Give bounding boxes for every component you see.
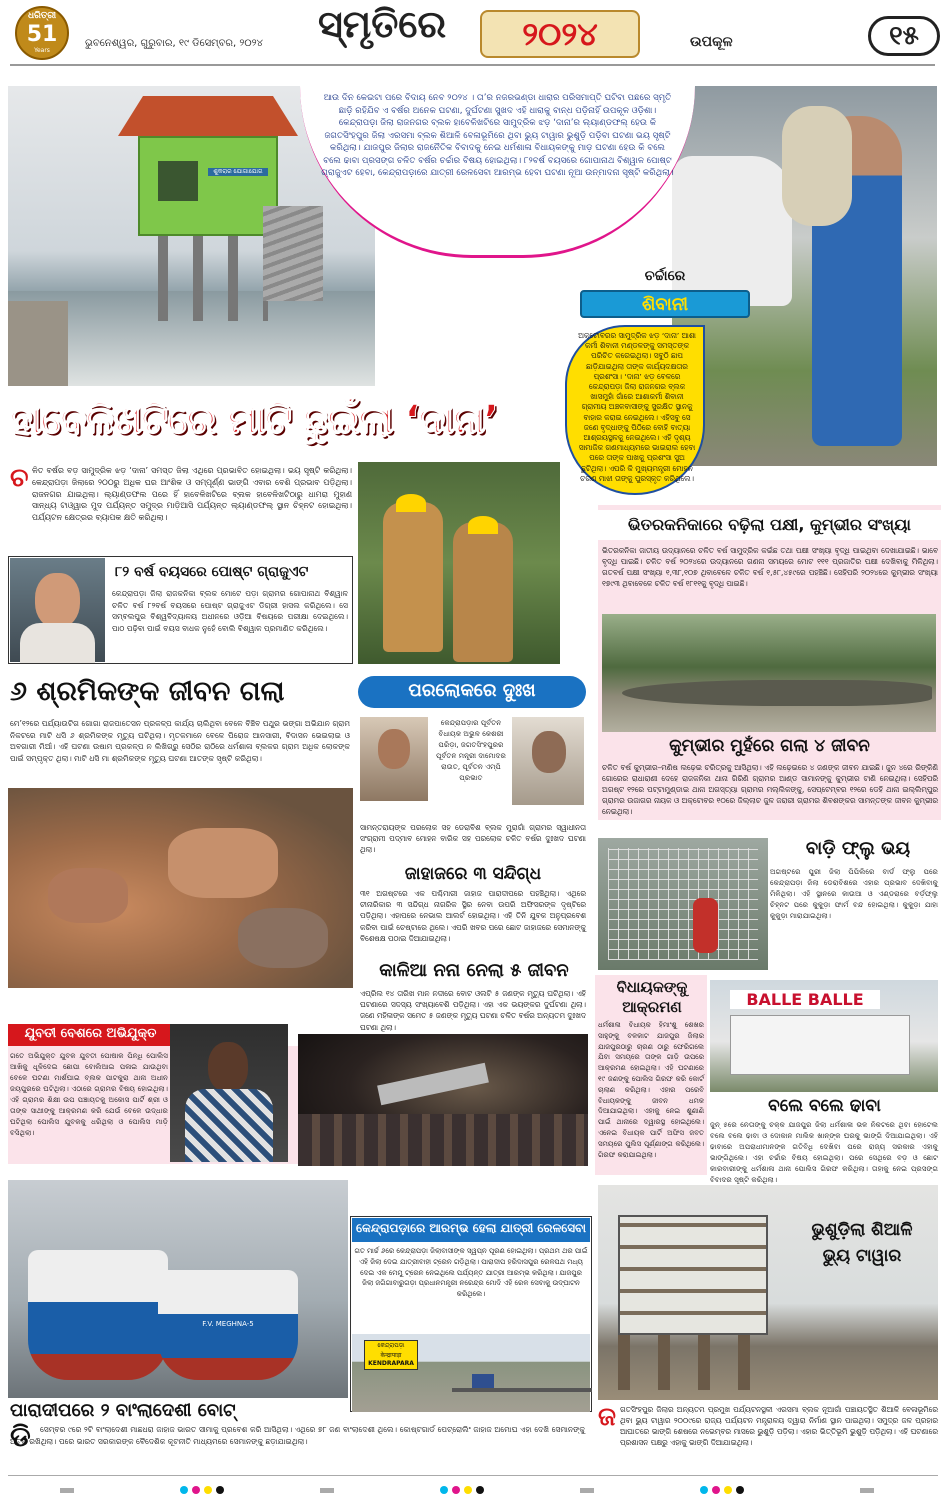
shivani-name-banner [580, 290, 750, 318]
station-odia: କେନ୍ଦ୍ରାପଡ଼ା [377, 1342, 405, 1349]
helmet-2 [468, 516, 498, 534]
tower-dropcap: ଜ [598, 1402, 616, 1432]
station-sign [364, 1340, 418, 1370]
shivani-kicker: ଚର୍ଚ୍ଚାରେ [644, 268, 686, 284]
obit-face-right [532, 731, 566, 773]
boat-1 [28, 1250, 168, 1380]
worker-red [693, 898, 718, 953]
masthead-title: ସ୍ମୃତିରେ [318, 2, 447, 46]
tower-pillars [618, 1335, 768, 1390]
obit-face-left [378, 729, 410, 769]
tower-text: ଗତସିଂହପୁର ଜିଲାର ଅନ୍ୟତମ ପ୍ରମୁଖ ପର୍ଯ୍ୟଟନସ୍ଥଳୀ ଏରସମା ବ୍ଲକ ନୂଆଗାଁ ପଞ୍ଚାୟତସ୍ଥିତ ଶିଆଳି ବେଳାଭୂମିରେ ଥିବା ଭ୍ୟୁ ଟାୱାର ୨୦୦୯ରେ ରାଜ୍ୟ ପର୍ଯ୍ୟଟନ ମନ୍ତ୍ରାଳୟ ଦ୍ୱାରା ନିର୍ମାଣ ସ୍ଥାନ ପାଇଥିଲା। ସମୁଦ୍ର ଜଳ ପ୍ରହାର ଆଘାତରେ ଭାଙ୍ଗି ଶେଷରେ ନଭେମ୍ବର ମାସରେ ଭୁଶୁଡ଼ି ପଡ଼ିଲା। ଏହାର ଭିତ୍ତିଭୂମି ଭୁଶୁଡ଼ି ପଡ଼ିଥିଲା। ଏହି ଘଟଣାରେ ପ୍ରଶାସନ ପକ୍ଷରୁ ଏହାକୁ ଭାଙ୍ଗି ଦିଆଯାଇଥିଲା। [620, 1405, 938, 1447]
rail-text: ଗତ ମାର୍ଚ୍ଚ ୬ରେ କେନ୍ଦ୍ରାପଡ଼ା ଜିଲାବାସୀଙ୍କ ସ୍ୱପ୍ନ ପୂରଣ ହୋଇଥିଲା। ପ୍ରଥମ ଥର ପାଇଁ ଏହି ଜିଲା ଦେଇ ଯାତ୍ରୀବାହୀ ଟ୍ରେନ ଗଡ଼ିଥିଲା। ପାରାଦୀପ ହରିଦାସପୁର ରେଳପଥ ମଧ୍ୟ ଦେଇ ଏକ ମେମୁ ଟ୍ରେନ ନେଇଥିଲେ ପର୍ଯ୍ୟନ୍ତ ଯାତ୍ରୀ ଆରମ୍ଭ କରିଥିଲା। ଯାଜପୁର ଜିଲା ଜଗିଗାବାରୁଗଡ଼ା ପ୍ରଧାନମନ୍ତ୍ରୀ ନରେନ୍ଦ୍ର ମୋଦି ଏହି ରେଳ ସେବାକୁ ଉଦ୍‌ଘାଟନ କରିଥିଲେ। [354, 1247, 588, 1299]
reg-dot-magenta-2 [452, 1486, 460, 1494]
shivani-name: ଶିବାନୀ [641, 294, 689, 315]
dhaba-text: ଜୁନ୍ ୫ରେ ନେତାଙ୍କୁ ଚକ୍କ ଯାଜପୁର ଜିଲା ଧର୍ମଶାଳା ଭଳ ନିକଟରେ ଥିବା ହୋଟେଲ ବଲେ ବଲେ ଢାବା ଓ ଦୋକାନ ମାଲିକ ଖାନ୍ଙ୍କ ଘରକୁ ଭାଙ୍ଗି ଦିଆଯାଇଥିଲା। ଏହି ଢାବାରେ ଅପରାଧୀମାନଙ୍କ ଗତିବିଧି ଦେଖିବା ପରେ ରାଜ୍ୟ ସରକାର ଏହାକୁ ଭାଙ୍ଗିଥିଲେ। ଏହା ଚର୍ଚ୍ଚାର ବିଷୟ ହୋଇଥିଲା। ପରେ ସେଥିରେ ବଡ଼ ଓ ଛୋଟ କାରବାରୀଙ୍କୁ ଧର୍ମଶାଳା ଥାନା ପୋଲିସ ଗିରଫ କରିଥିଲା। ତାହାକୁ ନେଇ ପ୍ରସଙ୍ଗ ବିବାଦର ସୃଷ୍ଟି କରିଥିଲା। [710, 1120, 938, 1184]
ship-text: ୩୧ ଅଗଷ୍ଟରେ ଏକ ପଶ୍ଚିମାରୀ ଜାହାଜ ପାରାଦୀପରେ ପହଞ୍ଚିଥିଲା। ଏଥିରେ ଚୀନାରିକାର ୩ ସନ୍ଦିଗ୍ଧ ନାଗରିକ ସ୍ଥିର ନେବା ଉପରି ଅଫିସରଙ୍କ ଦୃଷ୍ଟିରେ ପଡ଼ିଥିଲା। ଏହାପରେ ନେଭାଲ ଆଲର୍ଟ ହୋଇଥିଲା। ଏହି ତିନି ଯୁବକ ଅନୁପ୍ରବେଶ କରିବା ପାଇଁ ଚେଷ୍ଟାରେ ଥିଲେ। ଏପରି ଖବର ପରେ ଛୋଟ ଜାହାଜରେ ସେମାନଙ୍କୁ ବିଶେଷକ୍ଷ ପଠାଇ ଦିଆଯାଇଥିଲା। [360, 889, 586, 943]
reg-dot-yellow-3 [724, 1486, 732, 1494]
reg-dot-yellow-1 [204, 1486, 212, 1494]
reg-dot-cyan-1 [180, 1486, 188, 1494]
reg-bar-4 [860, 1488, 874, 1493]
rock-2 [168, 828, 278, 898]
logo-years-label: Years [34, 47, 50, 54]
obituary-header [358, 676, 586, 708]
graduate-text: କେନ୍ଦ୍ରାପଡ଼ା ଜିଲା ରାଜକନିକା ବ୍ଲକ ମୋଟେ ପଡ଼ା ଗ୍ରାମର ଗୋପାନାଥ ବିଶ୍ୱାଳ ଚଳିତ ବର୍ଷ ୮୨ବର୍ଷ ବୟସରେ ପୋଷ୍ଟ ଗ୍ରାଜୁଏଟ ଡିଗ୍ରୀ ହାସଲ କରିଥିଲେ। ସେ ସମ୍ବଲପୁର ବିଶ୍ୱବିଦ୍ୟାଳୟ ଅଧୀନରେ ଓଡ଼ିଆ ବିଷୟରେ ପରୀକ୍ଷା ଦେଇଥିଲେ। ପାଠ ପଢ଼ିବା ପାଇଁ ବୟସ ବାଧକ ନୁହେଁ ବୋଲି ବିଶ୍ୱାଳ ପ୍ରମାଣିତ କରିଥିଲେ। [112, 589, 348, 633]
station-en: KENDRAPARA [368, 1360, 414, 1367]
masthead [0, 0, 945, 70]
birdflu-photo [598, 838, 768, 970]
house-sign: ଶୁକରାର ଯୋଗାଯୋଗ [208, 168, 268, 176]
helmet-1 [396, 494, 426, 512]
accused-face [208, 1042, 248, 1092]
birds-text: ଭିତରକନିକା ଜାତୀୟ ଉଦ୍ୟାନରେ ଚଳିତ ବର୍ଷ ସାମୁଦ୍ରିକ କଇଁଛ ତଥା ପକ୍ଷୀ ସଂଖ୍ୟା ବୃଦ୍ଧି ପାଇଥିବା ଦେଖାଯାଇଛି। ଭାବେ ବୃଦ୍ଧି ପାଇଛି। ଚଳିତ ବର୍ଷ ୨୦୨୪ରେ ଉଦ୍ୟାନରେ ଗଣନା ସମୟରେ ମୋଟ ୧୧୧ ପ୍ରଜାତିର ପକ୍ଷୀ ଦେଖିବାକୁ ମିଳିଥିଲା। ଗତବର୍ଷ ପକ୍ଷୀ ସଂଖ୍ୟା ୧,୩୮,୧୦୭ ଥିବାବେଳେ ଚଳିତ ବର୍ଷ ୧,୫୮,୪୫୯ରେ ପହଞ୍ଚିଛି। ସେହିପରି ୨୦୨୪ରେ କୁମ୍ଭୀର ସଂଖ୍ୟା ୧୭୯୩ ଥିବାବେଳେ ଚଳିତ ବର୍ଷ ୧୮୧୧କୁ ବୃଦ୍ଧି ପାଇଛି। [602, 546, 938, 588]
footer-rule [8, 1475, 938, 1476]
reg-dot-black-2 [476, 1486, 484, 1494]
dhaba-building [730, 1015, 910, 1075]
intro-text: ଆଉ ଦିନ କେଇଟା ପରେ ବିଦାୟ ନେବ ୨୦୨୪ । ତା’ର ନଜରଭଣ୍ଡା ଧାରାର ପରିସମାପ୍ତି ଘଟିବା ପଛରେ ସ୍ମୃତି ଛାଡ଼ି ରହିଯିବ ଏ ବର୍ଷର ଅନେକ ଘଟଣା, ଦୁର୍ଘଟଣା ସୁଖଦ ଏହି ଧାରାକୁ ବାନ୍ଧ ପଡ଼ିନାହିଁ ଉପକୂଳ ଓଡ଼ିଶା। କେନ୍ଦ୍ରାପଡ଼ା ଜିଲା ରାଜନଗର ବ୍ଲକ ହାବେଳିଖଟିରେ ସାମୁଦ୍ରିକ ଝଡ଼ ‘ଦାନା’ର ଲ୍ୟାଣ୍ଡଫଲ୍ ହେଉ କି ଜଗତସିଂହପୁର ଜିଲା ଏରସମା ବ୍ଲକ ଶିଆଳି ବେଳାଭୂମିରେ ଥିବା ଭ୍ୟୁ ଟାୱାର ଭୁଶୁଡ଼ି ପଡ଼ିବା ଘଟଣା ଭୟ ସୃଷ୍ଟି କରିଥିଲା। ଯାଜପୁର ଜିଲାର ରାଜନୈତିକ ବିବାଦକୁ ନେଇ ଧର୍ମଶାଳା ବିଧାୟକଙ୍କୁ ମାଡ଼ ଘଟଣା ହେଉ କି ବଲେ ବଲେ ଢାବା ପ୍ରସଙ୍ଗ ଚଳିତ ବର୍ଷର ଚର୍ଚ୍ଚାର ବିଷୟ ହୋଇଥିଲା। ୮୨ବର୍ଷ ବୟସରେ ଗୋପାନାଥ ବିଶ୍ୱାଳ ପୋଷ୍ଟ ଗ୍ରାଜୁଏଟ ହେବା, କେନ୍ଦ୍ରାପଡ଼ାରେ ଯାତ୍ରୀ ରେଳସେବା ଆରମ୍ଭ ହେବା ଘଟଣା ନୂଆ ଉନ୍ମାଦନା ସୃଷ୍ଟି କରିଥିଲା। [321, 93, 674, 178]
dhaba-photo [710, 980, 938, 1092]
obit-photo-left [360, 717, 428, 801]
rock-3 [238, 908, 328, 968]
graduate-photo [10, 558, 105, 662]
boats-headline: ପାରାଦୀପରେ ୨ ବାଂଲାଦେଶୀ ବୋଟ୍ [10, 1400, 236, 1421]
section-name: ଉପକୂଳ [690, 34, 733, 50]
graduate-face [35, 573, 80, 628]
rail-headline: କେନ୍ଦ୍ରାପଡ଼ାରେ ଆରମ୍ଭ ହେଲା ଯାତ୍ରୀ ରେଳସେବା [356, 1221, 586, 1235]
tower-structure [618, 1215, 768, 1335]
accused-header [8, 1024, 173, 1046]
crocodile-headline: କୁମ୍ଭୀର ମୁହଁରେ ଗଲା ୪ ଜୀବନ [669, 736, 870, 756]
reg-bar-2 [320, 1488, 334, 1493]
page-number: ୧୫ [889, 21, 919, 51]
shivani-text-box [565, 325, 705, 495]
birdflu-headline: ବାଡ଼ି ଫ୍ଲୁ ଭୟ [805, 838, 911, 859]
dateline: ଭୁବନେଶ୍ୱର, ଗୁରୁବାର, ୧୯ ଡିସେମ୍ବର, ୨୦୨୪ [85, 38, 263, 49]
plane-wreck [377, 1063, 489, 1105]
tower-headline-1: ଭୁଶୁଡ଼ିଲା ଶିଆଳି [811, 1220, 913, 1240]
logo-years: 51 [26, 22, 58, 47]
wall-left [8, 301, 68, 386]
rail-header [352, 1218, 590, 1242]
reg-bar-3 [580, 1488, 594, 1493]
fireman-2 [453, 522, 513, 662]
accused-photo [170, 1024, 288, 1162]
track [452, 1388, 592, 1392]
shivani-text: ଅକ୍ଟୋବରର ସାମୁଦ୍ରିକ ଝଡ଼ ‘ଦାନା’ ଆଶା କର୍ମୀ ଶିବାନୀ ମଣ୍ଡଳଙ୍କୁ ସମସ୍ତଙ୍କ ପରିଚିତ କରେଇଥିଲା। ସବୁଠି ଛାପ ଛାଡ଼ିଯାଇଥିଲା ତାଙ୍କ କାର୍ଯ୍ୟଦକ୍ଷତାର ପ୍ରଶଂସା। ‘ଦାନା’ ଝଡ଼ ବେଳରେ କେନ୍ଦ୍ରାପଡ଼ା ଜିଲା ରାଜନଗର ବ୍ଲକ ଖାସମୁହାଁ ଗାଁରେ ଆଶାକର୍ମୀ ଶିବାନୀ ଗ୍ରାମୀୟ ଅଞ୍ଚଳବାସୀଙ୍କୁ ସୁରକ୍ଷିତ ସ୍ଥାନକୁ ବାହାର କରାଇ ନେଇଥିଲେ। ଏହିସବୁ ସେ ଜଣେ ବୃଦ୍ଧାଙ୍କୁ ପିଠିରେ ବୋହି ବାତ୍ୟା ଆଶ୍ରୟସ୍ଥଳକୁ ନେଇଥିଲେ। ଏହି ଦୃଶ୍ୟ ସାମାଜିକ ଗଣମାଧ୍ୟମରେ ଭାଇରାଲ ହେବା ପରେ ତାଙ୍କ ପାଖକୁ ପ୍ରଶଂସା ସୁଅ ଛୁଟିଥିଲା। ଏପରି କି ମୁଖ୍ୟମନ୍ତ୍ରୀ ମୋହନ ଚରଣ ମାଝୀ ତାଙ୍କୁ ପୁରସ୍କୃତ କରିଥିଲେ। [578, 331, 696, 483]
birdflu-text: ଅଗଷ୍ଟରେ ପୁରୀ ଜିଲା ପିପିଲିରେ ବାର୍ଡ ଫ୍ଲୁ ପରେ କେନ୍ଦ୍ରାପଡ଼ା ଜିଲା ଡେରାବିଶରେ ଏହାର ପ୍ରଭାବ ଦେଖିବାକୁ ମିଳିଥିଲା। ଏହି ସ୍ଥାନରେ କାଉଆ ଓ ଏଣ୍ଡରାରେ ବର୍ଡ଼ଫ୍ଲୁ ଚିହ୍ନଟ ପରେ କୁକୁଡ଼ା ଫାର୍ମ ବନ୍ଦ ହୋଇଥିଲା। କୁକୁଡ଼ା ଯାହା କୁକୁଡ଼ା ମାରାଯାଇଥିଲା। [770, 867, 938, 920]
graduate-headline: ୮୨ ବର୍ଷ ବୟସରେ ପୋଷ୍ଟ ଗ୍ରାଜୁଏଟ [115, 564, 309, 580]
mla-headline-1: ବିଧାୟକଙ୍କୁ [616, 978, 688, 996]
workers-headline: ୬ ଶ୍ରମିକଙ୍କ ଜୀବନ ଗଲା [10, 676, 285, 707]
shivani-text-overlay [568, 325, 706, 330]
reg-dot-magenta-3 [712, 1486, 720, 1494]
obituary-caption: କେନ୍ଦ୍ରାପଡ଼ାର ପୂର୍ବତନ ବିଧାୟକ ଅଭୁଳ କେଶରୀ ପରିଡ଼ା, ଜଗତସିଂହପୁରର ପୂର୍ବତନ ମନ୍ତ୍ରୀ ଦାମୋଦର ରାଉତ, ପୂର୍ବତନ ଏମ୍‌ପି ପ୍ରଭାତ [436, 718, 506, 782]
logo-badge [15, 6, 69, 60]
house-stairs [263, 206, 323, 301]
rock-1 [48, 868, 128, 923]
house-roof [118, 96, 298, 136]
dhaba-sign: BALLE BALLE [730, 990, 880, 1009]
kalia-headline: କାଳିଆ ନନା ନେଲା ୫ ଜୀବନ [379, 960, 569, 981]
reg-dot-black-3 [736, 1486, 744, 1494]
masthead-rule [10, 64, 935, 66]
year-text: ୨୦୨୪ [522, 15, 598, 53]
crowd [298, 1114, 588, 1166]
firefighter-photo [358, 462, 560, 664]
night-crowd-photo [298, 1034, 588, 1166]
boat-label: F.V. MEGHNA-5 [202, 1320, 254, 1328]
crocodile-text: ଚଳିତ ବର୍ଷ କୁମ୍ଭୀର–ମଣିଷ ଲଢ଼େଇ ଚରିତ୍ରକୁ ଆସିଥିଲା। ଏହି ଲଢ଼େଇରେ ୪ ଜଣଙ୍କ ଜୀବନ ଯାଇଛି। ଜୁନ ୪ରେ ରିଙ୍କିଣି ଗୋରେର ରାଧାରାଣୀ ଦେହେ ରାଜକନିକା ଥାନା ଗିରିଣି ଗ୍ରାମର ଆଣ୍ଡ ସାମାନଙ୍କୁ କୁମ୍ଭୀର ଟାଣି ନେଇଥିଲା। ସେହିପରି ଅଗଷ୍ଟ ୧୨ରେ ପଟ୍ଟାମୁଣ୍ଡାଇ ଥାନା ଅଗସ୍ତ୍ୟା ଗ୍ରାମର ମଲ୍ଲିକଙ୍କୁ, ସେପ୍ଟେମ୍ବର ୧୨ରେ ଡେହି ଥାନା ଇଲ୍ଲିମ୍ପୁର ଗ୍ରାମର ଉଜାଗର ନାୟକ ଓ ଅକ୍ଟୋବର ୧୦ରେ ଜିଲ୍ଲାଚ ଜୁଳ ଜରାରୀ ଗ୍ରାମର ଶିବଶଙ୍କର ସାମନ୍ତଙ୍କ ଜୀବନ କୁମ୍ଭୀର ନେଇଥିଲା। [602, 763, 938, 816]
year-scroll [480, 10, 640, 58]
boats-photo [8, 1180, 348, 1398]
accused-shirt [185, 1089, 273, 1162]
reg-bar-1 [60, 1488, 74, 1493]
crocodile-body [622, 680, 932, 706]
reg-dot-cyan-2 [440, 1486, 448, 1494]
birds-header [598, 510, 941, 540]
tower-photo [598, 1185, 938, 1400]
boats-dropcap: ଡି [10, 1420, 31, 1453]
reg-dot-yellow-2 [464, 1486, 472, 1494]
crocodile-photo [602, 614, 936, 732]
dana-text: ଳିତ ବର୍ଷର ବଡ଼ ସାମୁଦ୍ରିକ ଝଡ଼ ‘ଦାନା’ ସମସ୍ତ ଜିଲା ଏଥିରେ ପ୍ରଭାବିତ ହୋଇଥିଲା। ଭୟ ସୃଷ୍ଟି କରିଥିଲା। କେନ୍ଦ୍ରାପଡ଼ା ଜିଲାରେ ୨୦୦ରୁ ଅଧିକ ଘର ଆଂଶିକ ଓ ସମ୍ପୂର୍ଣ୍ଣ ଭାଙ୍ଗି ଏବାର ବେଶି ପ୍ରଭାବ ପଡ଼ିଥିଲା। ରାଜନଗର ଯାଇଥିଲା। ଲ୍ୟାଣ୍ଡଫଲ ପରେ ହିଁ ହାବେଳିଖଟିରେ ବ୍ଲକ ହାବେଳିଖଟିଠାରୁ ଧାମରା ମୁହାଣ ସାନ୍ଧ୍ୟ ଟାଓ୍ୱାର ମୁଦ ପର୍ଯ୍ୟନ୍ତ ସମୁଦ୍ର ମାଡ଼ିଆସି ପର୍ଯ୍ୟନ୍ତ ଲ୍ୟାଣ୍ଡଫଲ୍ ସ୍ଥାନ ଚିହ୍ନଟ ହୋଇଥିଲା। ପର୍ଯ୍ୟଟନ କ୍ଷେତ୍ରର ବ୍ୟାପକ କ୍ଷତି କରିଥିଲା। [32, 466, 352, 523]
graduate-shirt [20, 623, 95, 663]
train [472, 1374, 494, 1388]
intro-panel [300, 86, 695, 258]
mla-text: ଧର୍ମଶାଳା ବିଧାୟକ ହିମାଂଶୁ ଶେଖର ସାହୁଙ୍କୁ ବଳକାଟ ଯାଜପୁର ଜିଲାର ଯାଜପୁରଠାରୁ ଚାରଣ ଠାରୁ ଫେରିଗଲେ ଯିବା ସମୟରେ ତାଙ୍କ ଗାଡ଼ି ଉପରେ ଆକ୍ରମଣ ହୋଇଥିଲା। ଏହି ଘଟଣାରେ ୧୯ ଜଣଙ୍କୁ ପୋଲିସ ଗିରଫ କରି କୋର୍ଟ ଚାଲାଣ କରିଥିଲା। ଏହାର ପରେବି ବିଧାୟକଙ୍କୁ ଜୀବନ ଧମକ ଦିଆଯାଇଥିଲା। ଏହାକୁ ନେଇ ଶୁଣାଣି ପାଇଁ ଥାନାରେ ଦ୍ୱାରସ୍ଥ ହୋଇଥିଲେ। ଏନେଇ ବିଧାୟକ ପାର୍ଟି ଅଫିସ ଜବତ ସମୟରେ ପୁଲିସ ପୂର୍ଣ୍ଣାଙ୍ଗ କରିଥିଲେ। ଗିରଫ କରାଯାଇଥିଲା। [598, 1021, 704, 1159]
obit-photo-right [512, 717, 584, 805]
obituary-text: ସାମନ୍ତରାୟଙ୍କ ପରଲୋକ ସହ ଡେରାବିଶ ବ୍ଲକ ମୁରାଗାଁ ଗ୍ରାମର ସ୍ୱାଧୀନତା ସଂଗ୍ରାମୀ ପଦ୍ମାବ ମୋହନ ବାରିକ ସହ ପରଲୋକ ଚଳିତ ବର୍ଷର ଦୁଃଖଦ ଘଟଣା ଥିଲା। [360, 823, 586, 854]
rail-photo [352, 1334, 590, 1412]
house-pillars [158, 236, 268, 321]
boats-text: ସେମ୍ବର ୯ରେ ୨ଟି ବାଂଲାଦେଶୀ ମାଛଧରା ଜାହାଜ ଭାରତ ସୀମାକୁ ପ୍ରବେଶ କରି ଆସିଥିଲା। ଏଥିରେ ୭୮ ଜଣ ବାଂଲାଦେଶୀ ଥିଲେ। କୋଷ୍ଟଗାର୍ଡ ପେଟ୍ରୋଲିଂ ଜାହାଜ ଅମୋଘ ଏହା ଦେଖି ସେମାନଙ୍କୁ ଅଟକ ରଖିଥିଲା। ପରେ ଭାରତ ସରକାରଙ୍କ ବୈଦେଶିକ କୂଟନୀତି ମାଧ୍ୟମରେ ସେମାନଙ୍କୁ ଛଡ଼ାଯାଇଥିଲା। [10, 1425, 585, 1446]
station-hindi: केन्द्रापाड़ा [380, 1352, 402, 1359]
tower-headline-2: ଭ୍ୟୁ ଟାୱାର [822, 1246, 902, 1266]
dhaba-headline: ବଲେ ବଲେ ଢାବା [768, 1096, 881, 1116]
obituary-headline: ପରଲୋକରେ ଦୁଃଖ [408, 680, 536, 701]
accused-text: ଗତେ ଅଭିଯୁକ୍ତ ଯୁବକ ଯୁବତୀ ପୋଷାକ ପିନ୍ଧି ପୋଲିସ ଆଖିକୁ ଧୂଳିଦେଇ ଛୋପା ବୋଲିଆଇ ପଳାଇ ଯାଉଥିବା ବେଳେ ଘଟଣା ମାର୍ଶଘାଇ ବ୍ଲକ ପାଟକୁରା ଥାନା ଅଧୀନ ଜୟପୁରରେ ଘଟିଥିଲା। ଏଠାରେ ଗ୍ରାମର ବିଷୟ ହୋଇଥିଲା। ଏହି ଗ୍ରାମର ଶିକ୍ଷୀ ଉପ ପଞ୍ଚାୟତକୁ ଅକୋସ ପାର୍ଟି ଶ୍ରୀ ଓ ତାଙ୍କ ସାଥୀଙ୍କୁ ଆକ୍ରମଣ କରି ଯେଉଁ ବେଳେ ଉଦ୍ଧାର ଘଟିଥିଲା ପୋଲିସ ଯୁବକକୁ ଧରିଥିଲା ଓ ପୋଲିସ ମାଡ଼ି ବସିଥିଲା। [10, 1051, 168, 1137]
mla-headline-2: ଆକ୍ରମଣ [622, 998, 682, 1016]
landslide-photo [8, 788, 353, 988]
fireman-1 [383, 502, 443, 652]
page-number-badge [868, 16, 940, 56]
dana-dropcap: ଚ [10, 463, 29, 493]
accused-headline: ଯୁବତୀ ବେଶରେ ଅଭିଯୁକ୍ତ [24, 1026, 157, 1041]
reg-dot-black-1 [216, 1486, 224, 1494]
ship-headline: ଜାହାଜରେ ୩ ସନ୍ଦିଗ୍ଧ [404, 864, 542, 884]
reg-dot-magenta-1 [192, 1486, 200, 1494]
kalia-text: ଏପ୍ରିଲ ୧୪ ତାରିଖ ମାନ ନଦୀରେ ବୋଟ ଓଲଟି ୫ ଜଣଙ୍କ ମୃତ୍ୟୁ ଘଟିଥିଲା। ଏହି ଘଟଣାରେ ସଦସ୍ୟ ସଂଖ୍ୟାବେଶି ପଡ଼ିଥିଲା। ଏହା ଏକ ଭୟଙ୍କର ଦୁର୍ଘଟଣା ଥିଲା। ଜଣେ ମହିଳାଙ୍କ ସମେତ ୫ ଜଣଙ୍କ ମୃତ୍ୟୁ ଘଟଣା ଚଳିତ ବର୍ଷର ଅନ୍ୟତମ ଦୁଃଖଦ ଘଟଣା ଥିଲା। [360, 989, 586, 1032]
house-window [158, 161, 198, 201]
logo-word: ଧରିତ୍ରୀ [27, 11, 57, 21]
birds-headline: ଭିତରକନିକାରେ ବଢ଼ିଲା ପକ୍ଷୀ, କୁମ୍ଭୀର ସଂଖ୍ୟା [628, 515, 911, 534]
reg-dot-cyan-3 [700, 1486, 708, 1494]
workers-text: ମେ’୧୨ରେ ପର୍ଯ୍ୟାଉଟିଗ ଗୋଗା ରାଜପାତେସନ ପ୍ରକଳ୍ପ କାର୍ଯ୍ୟ ଚାଲିଥିବା ବେଳେ ବିଞ୍ଚିବ ପଥୁର ଭଙ୍ଗା ଅଭିଯାନ ଗ୍ରାମ ନିକଟରେ ମାଟି ଧସି ୬ ଶ୍ରମିକଙ୍କ ମୃତ୍ୟୁ ଘଟିଥିଲା। ମୃତକମାନେ ବେଳେ ପିରୋଜ ଆନସାରୀ, ବିଦାସନ ଭେଇଲାଇ ଓ ଅବଗାରୀ ମିଆଁ। ଏହି ଘଟଣା ଉଷାମ ପ୍ରକଳ୍ପ ନ ଲିଖିଗ୍ରୁ ସେଠିର ରାଠିରେ ଧର୍ମଶାଳା ବ୍ଲକର ଗ୍ରାମ ଅଧିକ ଲୋକଙ୍କ ପାଇଁ ସମ୍ପୃକ୍ତ ଥିଲା। ମାଟି ଧସି ମା ଶ୍ରମିକଙ୍କ ମୃତ୍ୟୁ ଘଟଣା ଆତଙ୍କ ସୃଷ୍ଟି କରିଥିଲା। [10, 719, 350, 763]
dana-headline: ହାବେଳିଖଟିରେ ମାଟି ଛୁଇଁଲା ‘ଦାନା’ [10, 398, 498, 443]
elder-figure [782, 106, 852, 226]
cage [608, 848, 758, 960]
